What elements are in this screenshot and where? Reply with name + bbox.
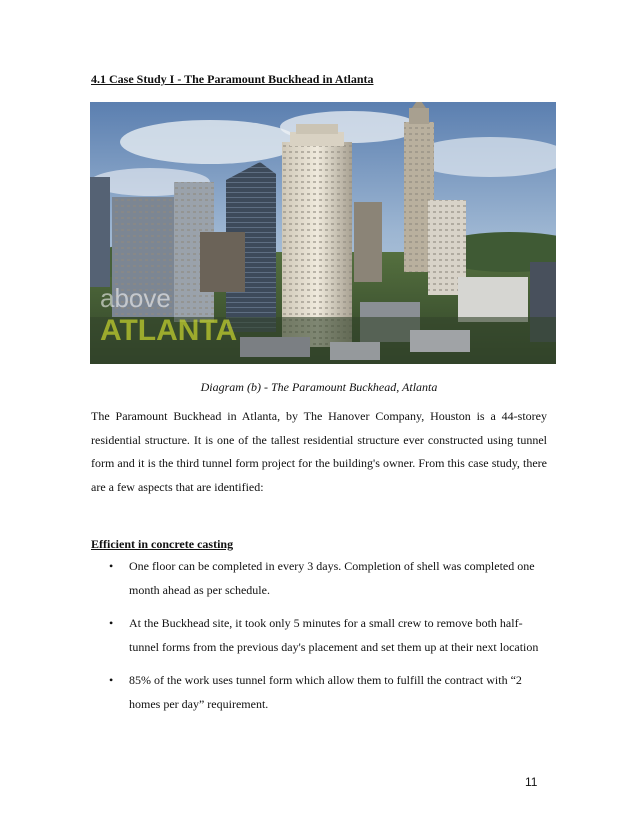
bullet-list <box>91 555 551 726</box>
subsection-heading: Efficient in concrete casting <box>91 537 234 551</box>
list-item-text: One floor can be completed in every 3 days. Completion of shell was completed one month ahead as per schedule. <box>129 559 535 597</box>
bullet-dot: • <box>109 559 114 573</box>
list-item <box>91 555 551 602</box>
page-number: 11 <box>525 775 538 789</box>
bullet-dot: • <box>109 673 114 687</box>
watermark-line1: above <box>100 283 171 313</box>
bullet-dot: • <box>109 616 114 630</box>
list-item <box>91 669 551 716</box>
paramount-buckhead-photo <box>90 102 556 364</box>
paragraph-text: The Paramount Buckhead in Atlanta, by The Hanover Company, Houston is a 44-storey residential structure. It is one of the tallest residential structure ever constructed using tunnel form and it is the third tunnel form project for the building's owner. From this case study, there are a few aspects that are identified: <box>91 409 547 494</box>
figure-caption: Diagram (b) - The Paramount Buckhead, Atlanta <box>200 380 438 394</box>
body-paragraph <box>91 405 547 499</box>
list-item-text: At the Buckhead site, it took only 5 minutes for a small crew to remove both half-tunnel forms from the previous day's placement and set them up at their next location <box>129 616 539 654</box>
list-item-text: 85% of the work uses tunnel form which allow them to fulfill the contract with “2 homes per day” requirement. <box>129 673 522 711</box>
watermark-line2: ATLANTA <box>100 314 238 347</box>
section-heading: 4.1 Case Study I - The Paramount Buckhead in Atlanta <box>91 72 374 86</box>
list-item <box>91 612 551 659</box>
